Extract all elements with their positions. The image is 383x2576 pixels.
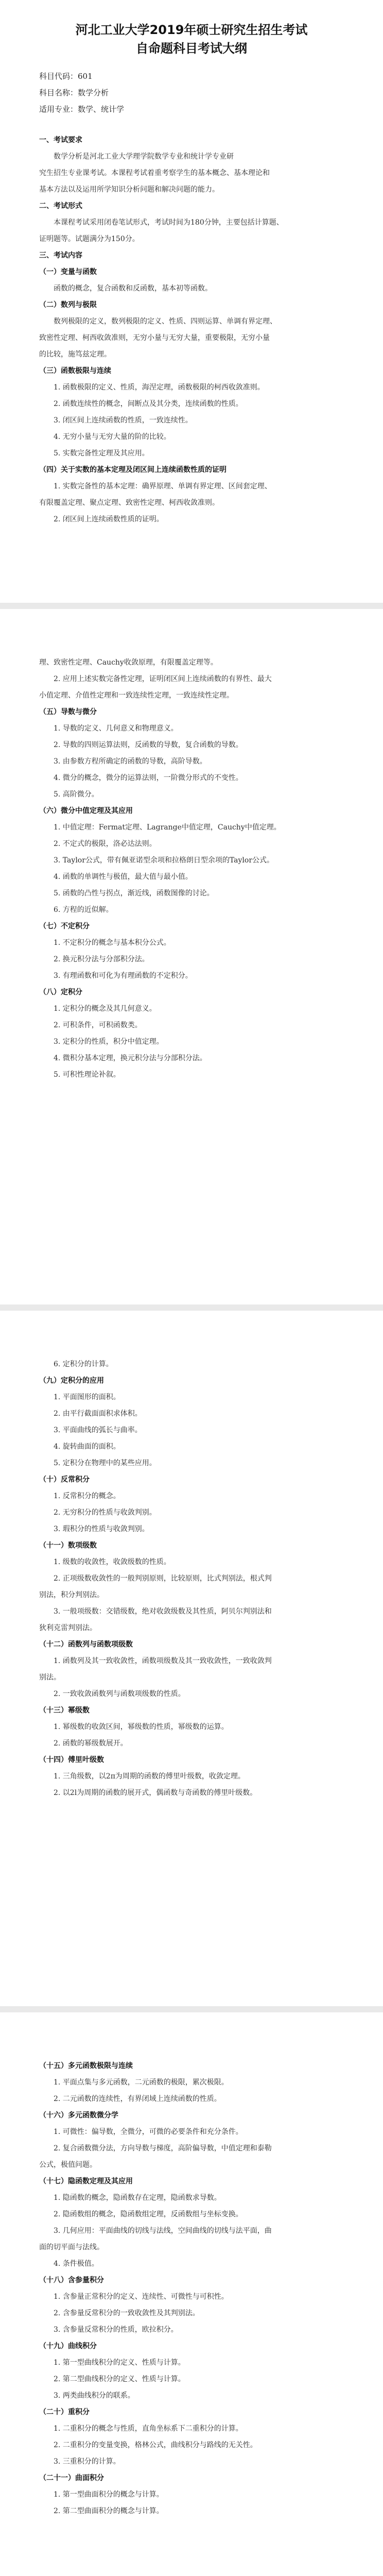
text-line: 别法。 [39, 1673, 61, 1682]
section-heading: （九）定积分的应用 [39, 1377, 104, 1385]
text-line: 2. 无穷积分的性质与收敛判别。 [54, 1509, 156, 1517]
text-line: 2. 二元函数的连续性，有界闭域上连续函数的性质。 [54, 2095, 221, 2103]
subject-code: 科目代码：601 [39, 72, 93, 81]
text-line: 公式，极值问题。 [39, 2161, 97, 2169]
section-heading: （十八）含参量积分 [39, 2276, 104, 2284]
text-line: 1. 隐函数的概念，隐函数存在定理，隐函数求导数。 [54, 2194, 221, 2202]
page-4-content [39, 2058, 344, 2519]
text-line: 1. 二重积分的概念与性质，直角坐标系下二重积分的计算。 [54, 2425, 243, 2433]
text-line: 1. 三角级数，以2π为周期的函数的傅里叶级数，收敛定理。 [54, 1772, 245, 1781]
section-heading: （十六）多元函数微分学 [39, 2111, 118, 2120]
applicable-major: 适用专业：数学、统计学 [39, 105, 125, 114]
section-heading: （二十一）曲面积分 [39, 2474, 104, 2482]
section-heading: （五）导数与微分 [39, 708, 97, 716]
text-line: 2. 由平行截面面积求体积。 [54, 1410, 142, 1418]
text-line: 5. 定积分在物理中的某些应用。 [54, 1459, 156, 1467]
text-line: 5. 实数完备性定理及其应用。 [54, 449, 149, 457]
text-line: 1. 函数列及其一致收敛性，函数项级数及其一致收敛性，一致收敛判 [54, 1657, 272, 1665]
text-line: 1. 可微性：偏导数，全微分，可微的必要条件和充分条件。 [54, 2128, 243, 2136]
text-line: 的比较，施笃兹定理。 [39, 350, 111, 359]
section-heading: （十二）函数列与函数项级数 [39, 1640, 133, 1649]
text-line: 3. 含参量反常积分的性质，欧拉积分。 [54, 2326, 178, 2334]
text-line: 1. 幂级数的收敛区间，幂级数的性质，幂级数的运算。 [54, 1723, 229, 1731]
subject-name: 科目名称：数学分析 [39, 88, 109, 97]
text-line: 2. 正项级数收敛性的一般判别原则，比较原则，比式判别法，根式判 [54, 1574, 272, 1583]
text-line: 3. 有理函数和可化为有理函数的不定积分。 [54, 972, 193, 980]
text-line: 致密性定理、柯西收敛准则，无穷小量与无穷大量，重要极限，无穷小量 [39, 334, 270, 342]
text-line: 6. 方程的近似解。 [54, 906, 113, 914]
text-line: 4. 微积分基本定理，换元积分法与分部积分法。 [54, 1054, 207, 1062]
section-heading: （三）函数极限与连续 [39, 367, 111, 375]
text-line: 3. Taylor公式，带有佩亚诺型余项和拉格朗日型余项的Taylor公式。 [54, 856, 274, 865]
text-line: 数列极限的定义，数列极限的定义、性质、四则运算、单调有界定理、 [54, 317, 277, 326]
document-page-4 [0, 2012, 383, 2576]
text-line: 究生招生专业课考试。本课程考试着重考察学生的基本概念、基本理论和 [39, 169, 270, 177]
text-line: 2. 可积条件，可积函数类。 [54, 1021, 142, 1029]
section-heading: （二）数列与极限 [39, 301, 97, 309]
section-heading: （十三）幂级数 [39, 1706, 90, 1715]
section-heading: （四）关于实数的基本定理及闭区间上连续函数性质的证明 [39, 466, 227, 474]
text-line: 2. 函数的幂级数展开。 [54, 1739, 128, 1748]
section-heading: （一）变量与函数 [39, 268, 97, 276]
text-line: 5. 函数的凸性与拐点，渐近线，函数图像的讨论。 [54, 889, 214, 897]
text-line: 1. 实数完备性的基本定理：确界原理、单调有界定理、区间套定理、 [54, 482, 272, 490]
text-line: 有限覆盖定理、聚点定理、致密性定理、柯西收敛准则。 [39, 499, 219, 507]
document-title: 河北工业大学2019年硕士研究生招生考试 [75, 23, 308, 37]
text-line: 2. 不定式的极限，洛必达法则。 [54, 840, 156, 848]
text-line: 1. 级数的收敛性，收敛级数的性质。 [54, 1558, 171, 1566]
text-line: 1. 第一型曲面积分的概念与计算。 [54, 2490, 164, 2499]
section-heading: （十四）傅里叶级数 [39, 1756, 104, 1764]
document-page-1 [0, 0, 383, 603]
text-line: 6. 定积分的计算。 [54, 1360, 113, 1368]
text-line: 2. 导数的四则运算法则，反函数的导数，复合函数的导数。 [54, 741, 243, 749]
text-line: 2. 含参量反常积分的一致收敛性及其判别法。 [54, 2309, 200, 2317]
text-line: 3. 几何应用：平面曲线的切线与法线，空间曲线的切线与法平面，曲 [54, 2227, 272, 2235]
text-line: 别法，积分判别法。 [39, 1591, 104, 1599]
text-line: 基本方法以及运用所学知识分析问题和解决问题的能力。 [39, 185, 219, 194]
text-line: 3. 闭区间上连续函数的性质，一致连续性。 [54, 416, 193, 425]
text-line: 2. 隐函数组的概念，隐函数组定理，反函数组与坐标变换。 [54, 2210, 243, 2218]
page-3-content [39, 1356, 344, 1801]
text-line: 5. 高阶微分。 [54, 790, 99, 799]
text-line: 4. 条件极值。 [54, 2260, 99, 2268]
text-line: 1. 不定积分的概念与基本积分公式。 [54, 939, 171, 947]
text-line: 5. 可积性理论补叙。 [54, 1071, 120, 1079]
section-heading: （十）反常积分 [39, 1476, 90, 1484]
section-heading: （六）微分中值定理及其应用 [39, 807, 133, 815]
text-line: 1. 导数的定义、几何意义和物理意义。 [54, 724, 178, 733]
text-line: 小值定理、介值性定理和一致连续性定理，一致连续性定理。 [39, 691, 234, 700]
text-line: 3. 两类曲线积分的联系。 [54, 2392, 135, 2400]
section-heading: （二十）重积分 [39, 2408, 90, 2416]
text-line: 2. 换元积分法与分部积分法。 [54, 955, 149, 963]
document-subtitle: 自命题科目考试大纲 [136, 41, 247, 56]
text-line: 4. 微分的概念，微分的运算法则，一阶微分形式的不变性。 [54, 774, 243, 782]
text-line: 1. 反常积分的概念。 [54, 1492, 120, 1500]
section-heading: （七）不定积分 [39, 922, 90, 930]
text-line: 4. 无穷小量与无穷大量的阶的比较。 [54, 433, 171, 441]
section-heading: 三、考试内容 [39, 251, 82, 260]
text-line: 4. 旋转曲面的面积。 [54, 1443, 120, 1451]
text-line: 面的切平面与法线。 [39, 2243, 104, 2251]
text-line: 2. 应用上述实数完备性定理，证明闭区间上连续函数的有界性、最大 [54, 675, 272, 683]
section-heading: （八）定积分 [39, 988, 82, 996]
document-page-3 [0, 1311, 383, 2006]
text-line: 1. 第一型曲线积分的定义、性质与计算。 [54, 2359, 185, 2367]
text-line: 3. 一般项级数：交错级数，绝对收敛级数及其性质，阿贝尔判别法和 [54, 1607, 272, 1616]
text-line: 本课程考试采用闭卷笔试形式，考试时间为180分钟，主要包括计算题、 [54, 218, 284, 227]
text-line: 2. 第二型曲线积分的定义、性质与计算。 [54, 2375, 185, 2383]
page-1-content [39, 132, 344, 528]
text-line: 3. 瑕积分的性质与收敛判别。 [54, 1525, 149, 1533]
section-heading: （十九）曲线积分 [39, 2342, 97, 2350]
section-heading: 二、考试形式 [39, 202, 82, 210]
section-heading: （十一）数项级数 [39, 1541, 97, 1550]
text-line: 3. 定积分的性质，积分中值定理。 [54, 1038, 164, 1046]
text-line: 2. 一致收敛函数列与函数项级数的性质。 [54, 1690, 185, 1698]
text-line: 证明题等。试题满分为150分。 [39, 235, 140, 243]
text-line: 2. 以2l为周期的函数的展开式，偶函数与奇函数的傅里叶级数。 [54, 1789, 257, 1797]
text-line: 2. 二重积分的变量变换，格林公式，曲线积分与路线的无关性。 [54, 2441, 257, 2449]
text-line: 狄利克雷判别法。 [39, 1624, 97, 1632]
section-heading: （十五）多元函数极限与连续 [39, 2062, 133, 2070]
text-line: 4. 函数的单调性与极值，最大值与最小值。 [54, 873, 193, 881]
text-line: 2. 闭区间上连续函数性质的证明。 [54, 515, 164, 523]
section-heading: 一、考试要求 [39, 136, 82, 144]
text-line: 3. 由参数方程所确定的函数的导数，高阶导数。 [54, 757, 207, 766]
text-line: 数学分析是河北工业大学理学院数学专业和统计学专业研 [54, 152, 234, 161]
text-line: 3. 三重积分的计算。 [54, 2458, 120, 2466]
page-2-content [39, 654, 344, 1083]
text-line: 2. 函数连续性的概念，间断点及其分类，连续函数的性质。 [54, 400, 243, 408]
text-line: 1. 函数极限的定义、性质，海涅定理，函数极限的柯西收敛准则。 [54, 383, 265, 392]
text-line: 2. 复合函数微分法，方向导数与梯度，高阶偏导数，中值定理和泰勒 [54, 2144, 272, 2153]
text-line: 1. 中值定理：Fermat定理、Lagrange中值定理，Cauchy中值定理。 [54, 823, 281, 832]
text-line: 函数的概念，复合函数和反函数，基本初等函数。 [54, 284, 212, 293]
text-line: 3. 平面曲线的弧长与曲率。 [54, 1426, 142, 1434]
text-line: 理、致密性定理、Cauchy收敛原理，有限覆盖定理等。 [39, 658, 218, 667]
text-line: 2. 第二型曲面积分的概念与计算。 [54, 2507, 164, 2515]
text-line: 1. 定积分的概念及其几何意义。 [54, 1005, 156, 1013]
document-page-2 [0, 609, 383, 1304]
text-line: 1. 含参量正常积分的定义、连续性、可微性与可积性。 [54, 2293, 229, 2301]
text-line: 1. 平面点集与多元函数，二元函数的极限，累次极限。 [54, 2078, 229, 2087]
text-line: 1. 平面图形的面积。 [54, 1393, 120, 1401]
section-heading: （十七）隐函数定理及其应用 [39, 2177, 133, 2185]
